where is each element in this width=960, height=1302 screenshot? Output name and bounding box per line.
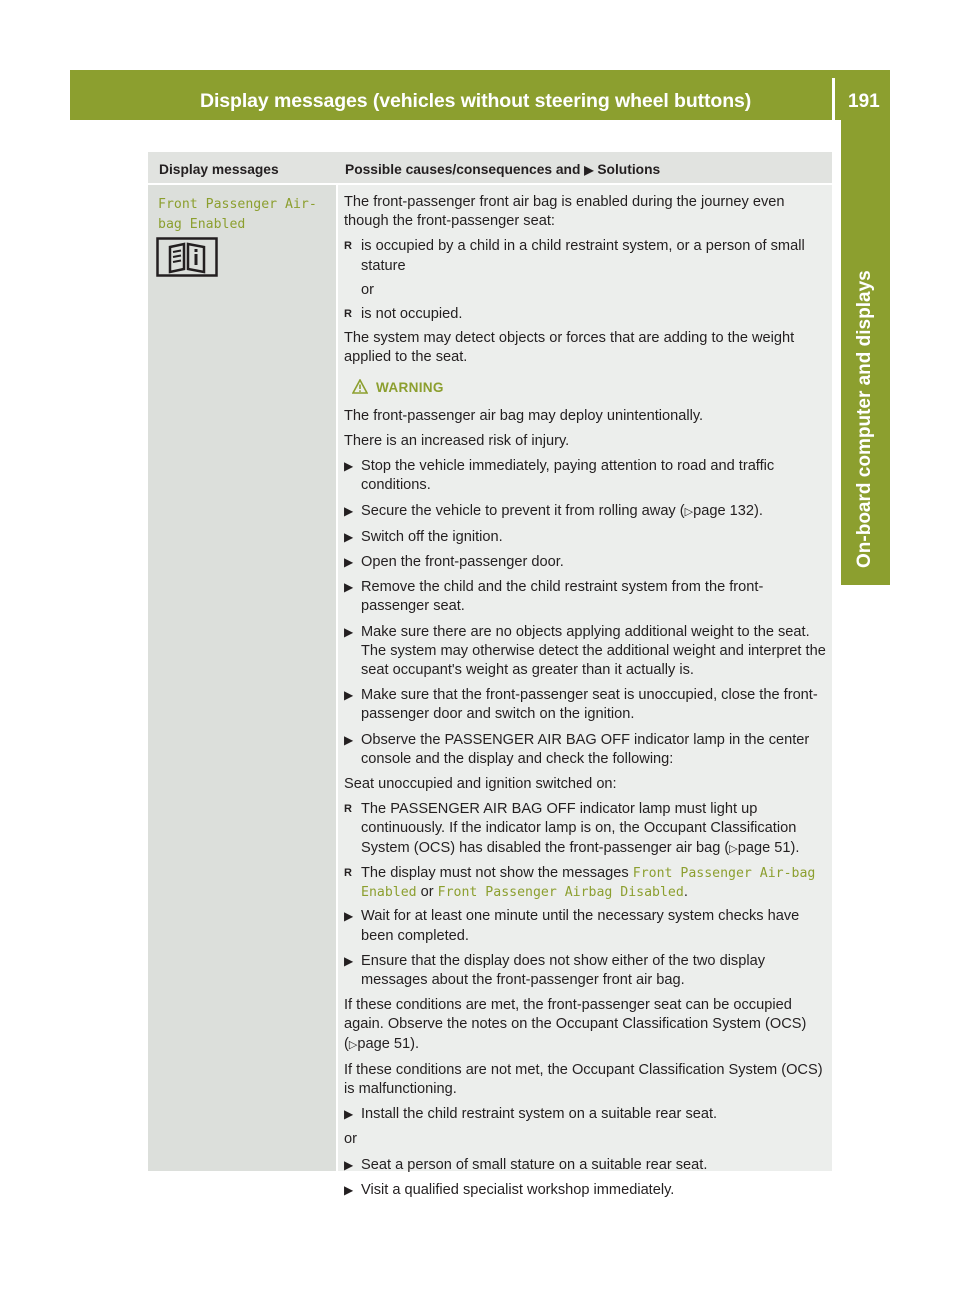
step-text: Switch off the ignition. xyxy=(361,528,503,545)
page-number: 191 xyxy=(848,91,880,112)
bullet-icon: R xyxy=(344,803,352,816)
step-item xyxy=(344,1181,828,1200)
step-arrow-icon: ▶ xyxy=(344,909,354,924)
step-arrow-icon: ▶ xyxy=(344,580,354,595)
bullet-text: . xyxy=(683,884,688,901)
paragraph: The front-passenger front air bag is enabled during the journey even though the front-passenger seat: xyxy=(344,194,785,230)
chapter-tab-label: On-board computer and displays xyxy=(854,270,875,568)
step-arrow-icon: ▶ xyxy=(344,1107,354,1122)
step-arrow-icon: ▶ xyxy=(344,1157,354,1172)
step-arrow-icon: ▶ xyxy=(344,688,354,703)
step-item xyxy=(344,502,828,522)
step-note: The system may otherwise detect the additional weight and interpret the seat occupant's weight as greater than it actually is. xyxy=(361,642,826,679)
display-message-line2: bag Enabled xyxy=(158,217,246,232)
info-book-icon xyxy=(156,237,218,277)
page-reference[interactable]: page 51). xyxy=(737,839,800,856)
page-header xyxy=(70,70,890,120)
column-header-solutions-text: Solutions xyxy=(597,162,661,177)
paragraph: Seat unoccupied and ignition switched on: xyxy=(344,776,617,793)
page-reference[interactable]: page 132). xyxy=(693,502,763,519)
step-arrow-icon: ▶ xyxy=(344,529,354,544)
warning-heading xyxy=(344,378,828,397)
step-text: Remove the child and the child restraint system from the front-passenger seat. xyxy=(361,579,764,615)
or-text: or xyxy=(344,1131,357,1148)
paragraph: The front-passenger air bag may deploy unintentionally. xyxy=(344,407,704,424)
step-text: Ensure that the display does not show either of the two display messages about the front-passenger front air bag. xyxy=(361,952,766,988)
table-header xyxy=(148,152,832,183)
step-arrow-icon: ▶ xyxy=(344,953,354,968)
paragraph: There is an increased risk of injury. xyxy=(344,433,570,450)
bullet-text: is not occupied. xyxy=(361,306,463,323)
step-text: Install the child restraint system on a suitable rear seat. xyxy=(361,1106,718,1123)
page-reference-icon: ▷ xyxy=(729,842,738,855)
step-item xyxy=(344,731,828,769)
step-item xyxy=(344,1105,828,1124)
step-text: Seat a person of small stature on a suitable rear seat. xyxy=(361,1156,708,1173)
step-arrow-icon: ▶ xyxy=(344,732,354,747)
step-arrow-icon: ▶ xyxy=(344,624,354,639)
display-message-reference: Front Passenger Air‐bag Enabled xyxy=(361,865,816,901)
chapter-tab xyxy=(841,120,890,585)
bullet-item xyxy=(344,800,828,859)
page-reference[interactable]: page 51). xyxy=(357,1035,420,1052)
bullet-item xyxy=(344,864,828,902)
bullet-item xyxy=(344,237,828,275)
bullet-icon: R xyxy=(344,866,352,879)
bullet-text: The display must not show the messages xyxy=(361,864,633,881)
message-cell xyxy=(148,185,336,1171)
step-text: Visit a qualified specialist workshop immediately. xyxy=(361,1181,675,1198)
display-message-name xyxy=(158,195,317,235)
step-text: Open the front-passenger door. xyxy=(361,554,564,571)
bullet-text: is occupied by a child in a child restraint system, or a person of small stature xyxy=(361,238,805,274)
bullet-text: The PASSENGER AIR BAG OFF indicator lamp must light up continuously. If the indicator lamp is on, the Occupant Classification System (OCS) has disabled the front-passenger air bag ( xyxy=(361,801,797,856)
step-text: Secure the vehicle to prevent it from rolling away ( xyxy=(361,502,685,519)
warning-triangle-icon xyxy=(352,379,368,394)
step-item xyxy=(344,686,828,724)
page-title: Display messages (vehicles without steering wheel buttons) xyxy=(200,90,752,112)
display-message-line1: Front Passenger Air‐ xyxy=(158,197,317,212)
column-header-causes-text: Possible causes/consequences and xyxy=(345,162,581,177)
step-arrow-icon: ▶ xyxy=(344,1182,354,1197)
column-header-causes xyxy=(345,162,660,177)
step-item xyxy=(344,623,828,681)
page-reference-icon: ▷ xyxy=(684,505,694,518)
display-message-reference: Front Passenger Airbag Disabled xyxy=(437,885,684,901)
bullet-item xyxy=(344,305,828,324)
arrow-icon: ▶ xyxy=(584,163,594,177)
step-arrow-icon: ▶ xyxy=(344,459,354,474)
bullet-text: or xyxy=(416,884,438,901)
header-divider xyxy=(832,78,835,120)
step-arrow-icon: ▶ xyxy=(344,555,354,570)
paragraph-text: If these conditions are met, the front-passenger seat can be occupied again. Observe the notes on the Occupant Classification System (OCS) ( xyxy=(344,997,807,1052)
step-text: Wait for at least one minute until the necessary system checks have been completed. xyxy=(361,908,800,944)
page-reference-icon: ▷ xyxy=(348,1038,358,1051)
step-text: Make sure there are no objects applying additional weight to the seat. xyxy=(361,623,810,640)
step-item xyxy=(344,907,828,945)
step-arrow-icon: ▶ xyxy=(344,503,354,518)
step-item xyxy=(344,528,828,547)
warning-label: WARNING xyxy=(376,379,444,395)
step-item xyxy=(344,952,828,990)
bullet-icon: R xyxy=(344,308,352,321)
step-item xyxy=(344,1156,828,1175)
step-item xyxy=(344,553,828,572)
column-header-messages: Display messages xyxy=(159,162,279,177)
solutions-cell xyxy=(338,185,832,1198)
step-text: Make sure that the front-passenger seat is unoccupied, close the front-passenger door and switch on the ignition. xyxy=(361,687,818,723)
or-text: or xyxy=(361,281,374,298)
step-item xyxy=(344,578,828,616)
step-item xyxy=(344,457,828,495)
step-text: Observe the PASSENGER AIR BAG OFF indicator lamp in the center console and the display and check the following: xyxy=(361,731,810,767)
step-text: Stop the vehicle immediately, paying attention to road and traffic conditions. xyxy=(361,458,775,494)
paragraph: The system may detect objects or forces that are adding to the weight applied to the seat. xyxy=(344,330,795,366)
solutions-content xyxy=(344,193,828,1206)
paragraph xyxy=(344,996,828,1055)
bullet-icon: R xyxy=(344,240,352,253)
paragraph: If these conditions are not met, the Occupant Classification System (OCS) is malfunctioning. xyxy=(344,1061,823,1097)
